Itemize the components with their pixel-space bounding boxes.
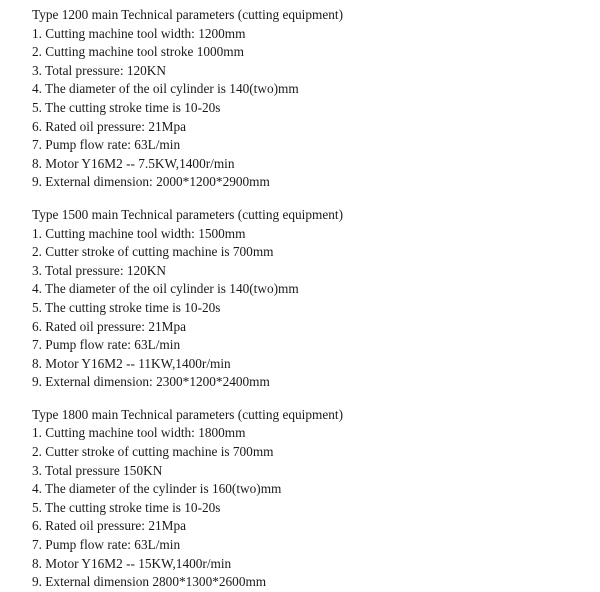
spec-block-1800 bbox=[32, 406, 586, 592]
spec-line: 6. Rated oil pressure: 21Mpa bbox=[32, 118, 186, 134]
spec-line: 3. Total pressure: 120KN bbox=[32, 62, 166, 78]
spec-line: 1. Cutting machine tool width: 1800mm bbox=[32, 425, 246, 441]
spec-line: 7. Pump flow rate: 63L/min bbox=[32, 537, 181, 553]
spec-line: 2. Cutter stroke of cutting machine is 700mm bbox=[32, 244, 274, 260]
spec-line: 4. The diameter of the oil cylinder is 140(two)mm bbox=[32, 281, 299, 297]
spec-line: 6. Rated oil pressure: 21Mpa bbox=[32, 318, 186, 334]
spec-line: 4. The diameter of the oil cylinder is 140(two)mm bbox=[32, 81, 299, 97]
spec-heading: Type 1800 main Technical parameters (cutting equipment) bbox=[32, 406, 344, 422]
spec-line: 6. Rated oil pressure: 21Mpa bbox=[32, 518, 186, 534]
spec-heading: Type 1500 main Technical parameters (cutting equipment) bbox=[32, 206, 344, 222]
spec-line: 7. Pump flow rate: 63L/min bbox=[32, 337, 181, 353]
spec-line: 8. Motor Y16M2 -- 11KW,1400r/min bbox=[32, 355, 231, 371]
spec-line: 5. The cutting stroke time is 10-20s bbox=[32, 499, 221, 515]
spec-line: 9. External dimension: 2000*1200*2900mm bbox=[32, 174, 270, 190]
spec-line: 5. The cutting stroke time is 10-20s bbox=[32, 299, 221, 315]
spec-line: 7. Pump flow rate: 63L/min bbox=[32, 137, 181, 153]
spec-line: 4. The diameter of the cylinder is 160(two)mm bbox=[32, 481, 282, 497]
spec-block-1500 bbox=[32, 206, 586, 392]
spec-heading: Type 1200 main Technical parameters (cutting equipment) bbox=[32, 7, 344, 22]
spec-block-1200 bbox=[32, 6, 586, 192]
spec-line: 1. Cutting machine tool width: 1500mm bbox=[32, 225, 246, 241]
spec-line: 9. External dimension 2800*1300*2600mm bbox=[32, 574, 267, 590]
spec-line: 8. Motor Y16M2 -- 7.5KW,1400r/min bbox=[32, 155, 235, 171]
spec-line: 1. Cutting machine tool width: 1200mm bbox=[32, 25, 246, 41]
spec-line: 8. Motor Y16M2 -- 15KW,1400r/min bbox=[32, 555, 232, 571]
spec-line: 3. Total pressure 150KN bbox=[32, 462, 163, 478]
spec-line: 5. The cutting stroke time is 10-20s bbox=[32, 99, 221, 115]
spec-line: 2. Cutting machine tool stroke 1000mm bbox=[32, 44, 244, 60]
spec-line: 9. External dimension: 2300*1200*2400mm bbox=[32, 374, 270, 390]
spec-line: 2. Cutter stroke of cutting machine is 700mm bbox=[32, 444, 274, 460]
spec-line: 3. Total pressure: 120KN bbox=[32, 262, 166, 278]
